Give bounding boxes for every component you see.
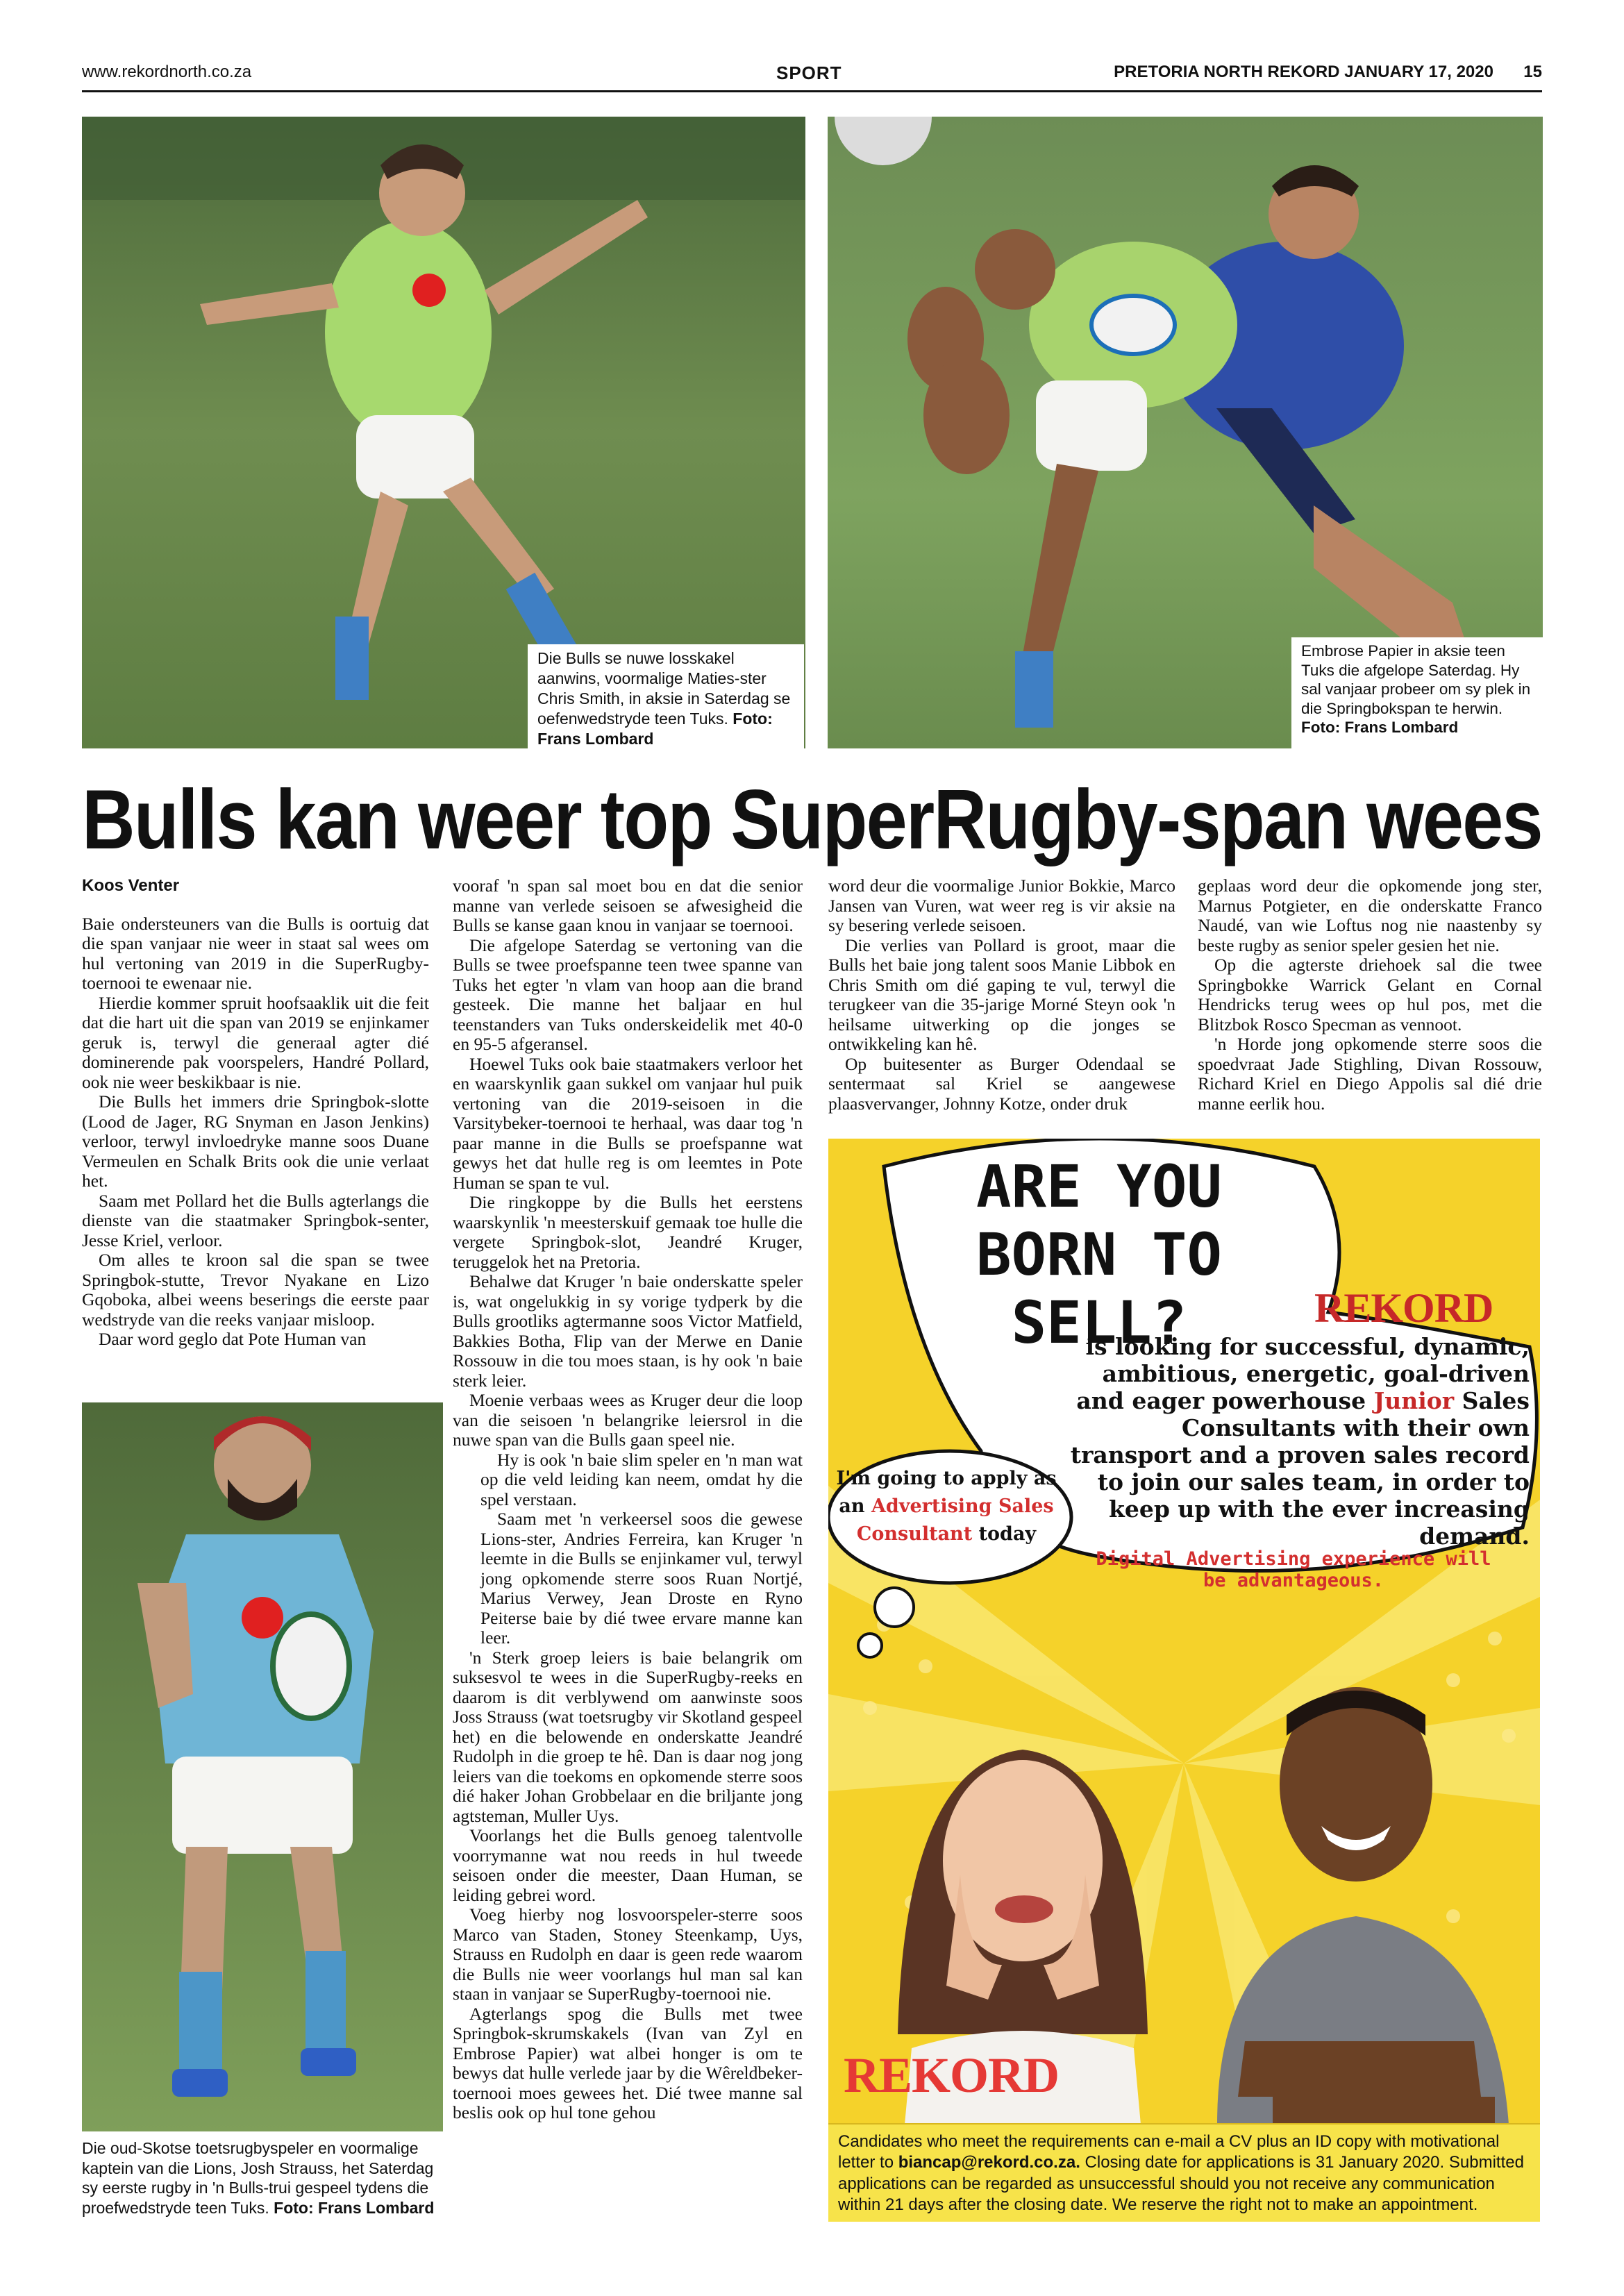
col2-paragraph: Voorlangs het die Bulls genoeg talentvolle voorrymanne wat nou reeds in hul tweede seisoen onder die meester, Daan Human, se leiding gebrei word. [453,1825,803,1905]
col2-paragraph: Hy is ook 'n baie slim speler en 'n man wat op die veld leiding kan neem, omdat hy die spel verstaan. [480,1449,803,1509]
photo1-caption-text: Die Bulls se nuwe losskakel aanwins, voormalige Maties-ster Chris Smith, in aksie in Saterdag se oefenwedstryde teen Tuks. [537,649,791,728]
photo3-caption-text: Die oud-Skotse toetsrugbyspeler en voormalige kaptein van die Lions, Josh Strauss, het Saterdag sy eerste rugby in 'n Bulls-trui gespeel tydens die proefwedstryde teen Tuks. [82,2139,434,2217]
photo1-credit: Foto: Frans Lombard [537,710,773,748]
article-column-1 [82,876,429,1350]
advert-apply-b: today [978,1523,1037,1545]
col2-paragraph: Hoewel Tuks ook baie staatmakers verloor het en waarskynlik gaan sukkel om vanjaar hul puik vertoning van die 2019-seisoen in die Varsitybeker-toernooi te herhaal, was daar tog 'n paar manne in die Bulls se proefspanne wat gewys het dat hulle reg is om leemtes in Pote Human se span te vul. [453,1053,803,1193]
advert-footer-a: Candidates who meet the requirements can e-mail a CV plus an ID copy with motivational letter to [838,2132,1500,2172]
article-headline: Bulls kan weer top SuperRugby-span wees [82,772,1542,866]
photo2-credit: Foto: Frans Lombard [1301,719,1459,736]
advert-digital-note: Digital Advertising experience will be advantageous. [1096,1548,1491,1591]
col1-paragraph: Baie ondersteuners van die Bulls is oortuig dat die span vanjaar nie weer in staat sal wees om hul vertoning van 2019 in die SuperRugby-toernooi te ewenaar nie. [82,913,429,993]
col1-paragraph: Saam met Pollard het die Bulls agterlangs die dienste van die staatmaker Springbok-senter, Jesse Kriel, verloor. [82,1190,429,1250]
advert-headline [919,1153,1280,1357]
advert-apply-a: I'm going to apply as an [836,1468,1057,1517]
photo3-caption [82,2136,443,2226]
col4-paragraph: 'n Horde jong opkomende sterre soos die spoedvraat Jade Stighling, Divan Rossouw, Richard Kriel en Diego Appolis sal dié drie manne eerlik hou. [1198,1034,1542,1114]
advert-headline-line: BORN TO [976,1221,1222,1289]
col3-paragraph: Op buitesenter as Burger Odendaal se sentermaat sal Kriel se aangewese plaasvervanger, Johnny Kotze, onder druk [828,1053,1175,1114]
photo3-credit: Foto: Frans Lombard [274,2198,435,2217]
photo-josh-strauss-image [82,1402,443,2131]
col2-paragraph: Die ringkoppe by die Bulls het eerstens waarskynlik 'n meesterskuif gemaak toe hulle die vergete Springbok-slot, Jeandré Kruger, teruggelok het na Pretoria. [453,1192,803,1272]
col2-paragraph: Agterlangs spog die Bulls met twee Springbok-skrumskakels (Ivan van Zyl en Embrose Papier) wat albei honger is om te bewys dat hulle verlede jaar by die Wêreldbeker-toernooi moes gewees het. Dié twee manne sal beslis ook op hul tone gehou [453,2003,803,2122]
advert-footer-email[interactable]: biancap@rekord.co.za. [898,2153,1080,2172]
site-url: www.rekordnorth.co.za [82,62,252,81]
col4-paragraph: Op die agterste driehoek sal die twee Springbokke Warrick Gelant en Cornal Hendricks terug wees op hul pos, met die Blitzbok Rosco Specman as vennoot. [1198,955,1542,1034]
advert-copy-junior: Junior [1373,1387,1455,1414]
article-column-2 [453,876,803,2123]
article-column-3 [828,876,1175,1114]
header-rule [82,90,1542,92]
col2-paragraph: Die afgelope Saterdag se vertoning van die Bulls se twee proefspanne teen twee spanne van Tuks het egter 'n vlam van hoop aan die brand gesteek. Die manne het baljaar en hul teenstanders van Tuks onderskeidelik met 40-0 en 95-5 afgeransel. [453,935,803,1054]
article-byline: Koos Venter [82,876,180,895]
rekord-recruitment-advert [828,1139,1540,2222]
section-label: SPORT [776,62,842,83]
rekord-logo-top: REKORD [1314,1285,1493,1331]
photo-josh-strauss [82,1402,443,2131]
advert-footer-b: Closing date for applications is 31 January 2020. Submitted applications can be regarded as unsuccessful should you not receive any communication within 21 days after the closing date. We reserve the right not to make an appointment. [838,2153,1524,2215]
photo2-caption [1291,637,1544,748]
advert-apply-role: Advertising Sales Consultant [856,1495,1054,1545]
col3-paragraph: Die verlies van Pollard is groot, maar die Bulls het baie jong talent soos Manie Libbok en Chris Smith om dié gaping te vul, terwyl die terugkeer van die 35-jarige Morné Steyn ook 'n heilsame uitwerking op die jonges se ontwikkeling kan hê. [828,935,1175,1054]
col1-paragraph: Daar word geglo dat Pote Human van [99,1329,367,1349]
col1-paragraph: Die Bulls het immers drie Springbok-slotte (Lood de Jager, RG Snyman en Jason Jenkins) verloor, terwyl invloedryke manne soos Duane Vermeulen en Schalk Brits ook die unie verlaat het. [82,1091,429,1191]
col2-paragraph: vooraf 'n span sal moet bou en dat die senior manne van verlede seisoen se afwesigheid die Bulls se kanse gaan knou in vanjaar se toernooi. [453,875,803,935]
rekord-logo-bottom: REKORD [844,2047,1060,2103]
advert-headline-line: SELL? [1011,1289,1187,1357]
advert-copy-b: Sales Consultants with their own transport and a proven sales record to join our sales team, in order to keep up with the ever increasing demand. [1070,1387,1530,1550]
advert-copy-a: is looking for successful, dynamic, ambitious, energetic, goal-driven and eager powerhouse [1076,1333,1530,1414]
col1-paragraph: Om alles te kroon sal die span se twee Springbok-stutte, Trevor Nyakane en Lizo Gqoboka, albei weens beserings die eerste paar wedstryde van die reeks vanjaar misloop. [82,1250,429,1330]
article-column-4 [1198,876,1542,1114]
col3-paragraph: word deur die voormalige Junior Bokkie, Marco Jansen van Vuren, wat weer reg is vir aksie na sy besering verlede seisoen. [828,875,1175,935]
col2-paragraph: Saam met 'n verkeersel soos die gewese Lions-ster, Andries Ferreira, kan Kruger 'n leemte in die Bulls se enjinkamer vul, terwyl jong opkomende sterre soos Ruan Nortjé, Marius Verwey, Jean Droste en Ryno Peiterse baie by dié twee ervare manne kan leer. [480,1509,803,1648]
photo2-caption-text: Embrose Papier in aksie teen Tuks die afgelope Saterdag. Hy sal vanjaar probeer om sy plek in die Springbokspan te herwin. [1301,642,1531,717]
advert-footer [828,2125,1540,2222]
photo1-caption [528,644,804,748]
publication-date-text: PRETORIA NORTH REKORD JANUARY 17, 2020 [1114,62,1493,81]
col2-paragraph: 'n Sterk groep leiers is baie belangrik om suksesvol te wees in die SuperRugby-reeks en daarom is dit verblywend om aanwinste soos Joss Strauss (wat toetsrugby vir Skotland gespeel het) en die belowende en onderskatte Jeandré Rudolph in die groep te hê. Dan is daar nog jong leiers van die toekoms en opkomende sterre soos dié haker Johan Grobbelaar en die briljante jong agtsteman, Muller Uys. [453,1647,803,1826]
advert-headline-line: ARE YOU [976,1153,1222,1221]
col4-paragraph: geplaas word deur die opkomende jong ster, Marnus Potgieter, en die onderskatte Franco Naudé, van wie Loftus nog nie naastenby sy beste rugby as senior speler gesien het nie. [1198,875,1542,955]
publication-date [1114,62,1542,82]
page-number: 15 [1523,62,1542,81]
advert-body-copy [1057,1333,1530,1550]
col1-paragraph: Hierdie kommer spruit hoofsaaklik uit die feit dat die hart uit die span van 2019 se enjinkamer geruk is, terwyl die generaal agter dié dominerende pak voorspelers, Handré Pollard, ook nie weer beskikbaar is nie. [82,992,429,1092]
col2-paragraph: Voeg hierby nog losvoorspeler-sterre soos Marco van Staden, Stoney Steenkamp, Uys, Strauss en Rudolph en daar is geen rede waarom die Bulls nie weer voorlangs hul man sal kan staan in vanjaar se SuperRugby-toernooi nie. [453,1904,803,2004]
col2-paragraph: Behalwe dat Kruger 'n baie onderskatte speler is, wat ongelukkig in sy vorige tydperk by die Bulls grootliks agtermanne soos Victor Matfield, Bakkies Botha, Flip van der Merwe en Danie Rossouw in die tou moes staan, is hy ook 'n baie sterk leier. [453,1271,803,1391]
col2-paragraph: Moenie verbaas wees as Kruger deur die loop van die seisoen 'n belangrike leiersrol in die nuwe span van die Bulls gaan speel nie. [453,1390,803,1450]
advert-thought-bubble-text [828,1465,1064,1548]
